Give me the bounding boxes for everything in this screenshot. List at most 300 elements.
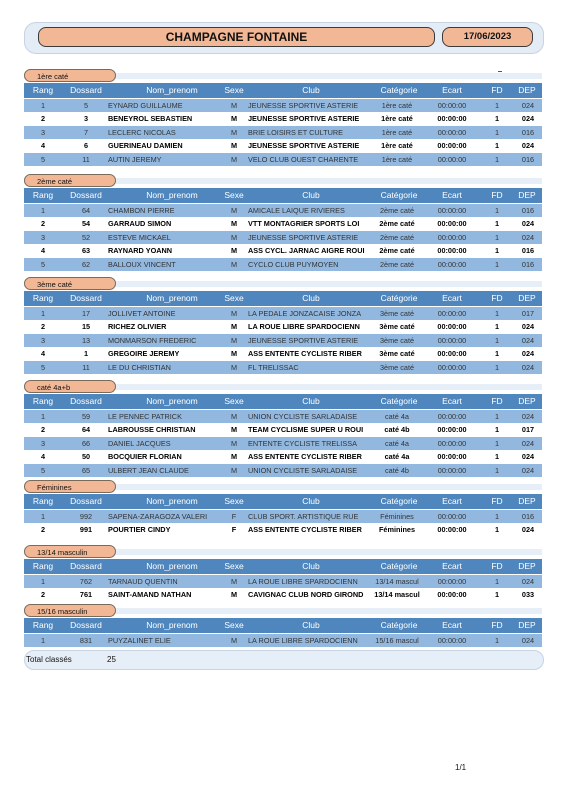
cell-nom: BALLOUX VINCENT bbox=[108, 259, 176, 269]
column-header-fd: FD bbox=[491, 85, 503, 95]
cell-rang: 5 bbox=[40, 362, 46, 372]
cell-categorie: 1ère caté bbox=[381, 141, 413, 151]
cell-ecart: 00:00:00 bbox=[437, 452, 467, 462]
column-header-club: Club bbox=[302, 293, 320, 303]
table-row bbox=[24, 153, 542, 166]
table-row bbox=[24, 510, 542, 523]
cell-fd: 1 bbox=[494, 141, 500, 151]
cell-dep: 024 bbox=[521, 100, 535, 110]
cell-sexe: M bbox=[230, 114, 238, 124]
table-row bbox=[24, 139, 542, 152]
cell-rang: 1 bbox=[40, 511, 46, 521]
cell-nom: ULBERT JEAN CLAUDE bbox=[108, 465, 189, 475]
cell-sexe: M bbox=[230, 205, 238, 215]
cell-dossard: 11 bbox=[82, 362, 90, 372]
column-header-club: Club bbox=[302, 396, 320, 406]
table-header bbox=[24, 394, 542, 409]
column-header-ecart: Ecart bbox=[442, 293, 462, 303]
cell-dossard: 59 bbox=[81, 411, 91, 421]
cell-nom: GUERINEAU DAMIEN bbox=[108, 141, 183, 151]
cell-fd: 1 bbox=[494, 635, 500, 645]
column-header-fd: FD bbox=[491, 293, 503, 303]
cell-fd: 1 bbox=[494, 205, 500, 215]
cell-dep: 017 bbox=[521, 308, 535, 318]
cell-ecart: 00:00:00 bbox=[437, 590, 467, 600]
cell-rang: 2 bbox=[40, 590, 46, 600]
table-row bbox=[24, 588, 542, 601]
cell-sexe: M bbox=[230, 259, 238, 269]
cell-nom: LE PENNEC PATRICK bbox=[108, 411, 182, 421]
column-header-nom: Nom_prenom bbox=[146, 293, 198, 303]
cell-rang: 2 bbox=[40, 425, 46, 435]
cell-club: JEUNESSE SPORTIVE ASTERIE bbox=[248, 141, 360, 151]
cell-dossard: 52 bbox=[81, 232, 91, 242]
cell-sexe: M bbox=[230, 246, 238, 256]
cell-categorie: 3ème caté bbox=[379, 349, 415, 359]
column-header-dossard: Dossard bbox=[70, 396, 102, 406]
column-header-sexe: Sexe bbox=[224, 85, 244, 95]
cell-rang: 3 bbox=[40, 438, 46, 448]
cell-dep: 024 bbox=[521, 335, 535, 345]
column-header-categorie: Catégorie bbox=[380, 190, 418, 200]
cell-ecart: 00:00:00 bbox=[437, 259, 467, 269]
cell-sexe: M bbox=[230, 411, 238, 421]
cell-club: VELO CLUB OUEST CHARENTE bbox=[248, 154, 359, 164]
cell-sexe: M bbox=[230, 335, 238, 345]
cell-sexe: M bbox=[230, 635, 238, 645]
table-row bbox=[24, 361, 542, 374]
cell-club: LA ROUE LIBRE SPARDOCIENN bbox=[248, 322, 360, 332]
category-label: 15/16 masculin bbox=[24, 604, 116, 617]
cell-sexe: M bbox=[230, 452, 238, 462]
column-header-categorie: Catégorie bbox=[380, 85, 418, 95]
column-header-rang: Rang bbox=[32, 561, 54, 571]
column-header-ecart: Ecart bbox=[442, 190, 462, 200]
cell-club: ASS ENTENTE CYCLISTE RIBER bbox=[248, 452, 362, 462]
table-header bbox=[24, 559, 542, 574]
cell-ecart: 00:00:00 bbox=[437, 349, 467, 359]
cell-sexe: M bbox=[230, 425, 238, 435]
column-header-dossard: Dossard bbox=[70, 190, 102, 200]
cell-dossard: 7 bbox=[83, 127, 89, 137]
cell-dep: 024 bbox=[521, 576, 535, 586]
column-header-dep: DEP bbox=[518, 190, 536, 200]
table-header bbox=[24, 188, 542, 203]
cell-sexe: M bbox=[230, 127, 238, 137]
cell-categorie: 15/16 mascul bbox=[375, 635, 419, 645]
column-header-categorie: Catégorie bbox=[380, 620, 418, 630]
cell-dossard: 13 bbox=[81, 335, 91, 345]
cell-nom: DANIEL JACQUES bbox=[108, 438, 171, 448]
cell-categorie: 2ème caté bbox=[379, 219, 415, 229]
cell-sexe: M bbox=[230, 362, 238, 372]
column-header-categorie: Catégorie bbox=[380, 396, 418, 406]
cell-ecart: 00:00:00 bbox=[437, 576, 467, 586]
cell-sexe: F bbox=[231, 511, 237, 521]
cell-categorie: caté 4a bbox=[385, 411, 409, 421]
cell-nom: JOLLIVET ANTOINE bbox=[108, 308, 176, 318]
cell-ecart: 00:00:00 bbox=[437, 511, 467, 521]
cell-categorie: Féminines bbox=[378, 525, 416, 535]
cell-dep: 024 bbox=[521, 349, 535, 359]
cell-nom: SAINT-AMAND NATHAN bbox=[108, 590, 192, 600]
cell-ecart: 00:00:00 bbox=[437, 438, 467, 448]
cell-categorie: 2ème caté bbox=[379, 205, 415, 215]
cell-rang: 4 bbox=[40, 246, 46, 256]
cell-ecart: 00:00:00 bbox=[437, 127, 467, 137]
race-date: 17/06/2023 bbox=[442, 27, 533, 47]
cell-ecart: 00:00:00 bbox=[437, 114, 467, 124]
cell-club: ENTENTE CYCLISTE TRELISSA bbox=[248, 438, 357, 448]
cell-fd: 1 bbox=[494, 362, 500, 372]
category-label: 13/14 masculin bbox=[24, 545, 116, 558]
cell-ecart: 00:00:00 bbox=[437, 246, 467, 256]
cell-club: FL TRELISSAC bbox=[248, 362, 299, 372]
cell-ecart: 00:00:00 bbox=[437, 232, 467, 242]
cell-ecart: 00:00:00 bbox=[437, 154, 467, 164]
cell-rang: 1 bbox=[40, 576, 46, 586]
cell-dep: 016 bbox=[521, 246, 535, 256]
cell-rang: 1 bbox=[40, 308, 46, 318]
cell-dossard: 64 bbox=[81, 205, 91, 215]
cell-dep: 016 bbox=[521, 154, 535, 164]
cell-dep: 024 bbox=[521, 452, 535, 462]
column-header-categorie: Catégorie bbox=[380, 496, 418, 506]
cell-dep: 016 bbox=[521, 127, 535, 137]
cell-rang: 1 bbox=[40, 411, 46, 421]
column-header-nom: Nom_prenom bbox=[146, 396, 198, 406]
cell-dossard: 15 bbox=[81, 322, 91, 332]
cell-club: JEUNESSE SPORTIVE ASTERIE bbox=[248, 232, 359, 242]
column-header-sexe: Sexe bbox=[224, 293, 244, 303]
column-header-dep: DEP bbox=[518, 85, 536, 95]
cell-fd: 1 bbox=[494, 411, 500, 421]
cell-rang: 5 bbox=[40, 154, 46, 164]
cell-nom: LECLERC NICOLAS bbox=[108, 127, 176, 137]
cell-ecart: 00:00:00 bbox=[437, 411, 467, 421]
cell-club: LA ROUE LIBRE SPARDOCIENN bbox=[248, 576, 358, 586]
cell-rang: 2 bbox=[40, 219, 46, 229]
column-header-club: Club bbox=[302, 496, 320, 506]
cell-fd: 1 bbox=[494, 576, 500, 586]
cell-nom: CHAMBON PIERRE bbox=[108, 205, 175, 215]
cell-sexe: M bbox=[230, 465, 238, 475]
cell-dossard: 762 bbox=[79, 576, 93, 586]
table-row bbox=[24, 320, 542, 333]
cell-sexe: M bbox=[230, 349, 238, 359]
cell-fd: 1 bbox=[494, 219, 500, 229]
cell-rang: 2 bbox=[40, 525, 46, 535]
cell-ecart: 00:00:00 bbox=[437, 141, 467, 151]
column-header-dep: DEP bbox=[518, 561, 536, 571]
column-header-ecart: Ecart bbox=[442, 620, 462, 630]
cell-categorie: caté 4a bbox=[384, 452, 410, 462]
cell-club: ASS ENTENTE CYCLISTE RIBER bbox=[248, 525, 362, 535]
cell-dossard: 831 bbox=[79, 635, 93, 645]
column-header-club: Club bbox=[302, 190, 320, 200]
cell-dossard: 62 bbox=[81, 259, 91, 269]
cell-dossard: 1 bbox=[83, 349, 89, 359]
column-header-ecart: Ecart bbox=[442, 561, 462, 571]
cell-rang: 3 bbox=[40, 127, 46, 137]
cell-nom: RAYNARD YOANN bbox=[108, 246, 173, 256]
cell-dep: 016 bbox=[521, 511, 535, 521]
scan-mark bbox=[498, 71, 502, 72]
cell-nom: LABROUSSE CHRISTIAN bbox=[108, 425, 196, 435]
column-header-sexe: Sexe bbox=[224, 620, 244, 630]
cell-categorie: Féminines bbox=[380, 511, 414, 521]
cell-dep: 024 bbox=[521, 635, 535, 645]
cell-categorie: 3ème caté bbox=[379, 362, 415, 372]
column-header-club: Club bbox=[302, 561, 320, 571]
cell-categorie: 13/14 mascul bbox=[374, 590, 420, 600]
cell-nom: ESTEVE MICKAEL bbox=[108, 232, 171, 242]
cell-nom: MONMARSON FREDERIC bbox=[108, 335, 197, 345]
cell-rang: 4 bbox=[40, 349, 46, 359]
column-header-nom: Nom_prenom bbox=[146, 561, 198, 571]
cell-dossard: 54 bbox=[81, 219, 91, 229]
cell-dossard: 63 bbox=[81, 246, 91, 256]
cell-dep: 016 bbox=[521, 205, 535, 215]
column-header-rang: Rang bbox=[32, 190, 54, 200]
cell-club: UNION CYCLISTE SARLADAISE bbox=[248, 465, 358, 475]
cell-rang: 3 bbox=[40, 232, 46, 242]
cell-categorie: 13/14 mascul bbox=[375, 576, 419, 586]
column-header-dossard: Dossard bbox=[70, 85, 102, 95]
table-row bbox=[24, 437, 542, 450]
column-header-fd: FD bbox=[491, 620, 503, 630]
cell-dep: 033 bbox=[521, 590, 535, 600]
cell-categorie: caté 4a bbox=[385, 438, 409, 448]
table-row bbox=[24, 334, 542, 347]
cell-ecart: 00:00:00 bbox=[437, 335, 467, 345]
cell-ecart: 00:00:00 bbox=[437, 322, 467, 332]
cell-ecart: 00:00:00 bbox=[437, 308, 467, 318]
cell-fd: 1 bbox=[494, 425, 500, 435]
cell-club: VTT MONTAGRIER SPORTS LOI bbox=[248, 219, 360, 229]
cell-rang: 5 bbox=[40, 259, 46, 269]
table-row bbox=[24, 423, 542, 436]
table-row bbox=[24, 523, 542, 536]
category-label: 3ème caté bbox=[24, 277, 116, 290]
cell-rang: 2 bbox=[40, 322, 46, 332]
cell-rang: 5 bbox=[40, 465, 46, 475]
cell-dep: 024 bbox=[521, 438, 535, 448]
column-header-sexe: Sexe bbox=[224, 396, 244, 406]
cell-sexe: F bbox=[231, 525, 237, 535]
cell-dep: 024 bbox=[521, 232, 535, 242]
column-header-ecart: Ecart bbox=[442, 496, 462, 506]
cell-fd: 1 bbox=[494, 154, 500, 164]
column-header-fd: FD bbox=[491, 496, 503, 506]
cell-dep: 024 bbox=[521, 465, 535, 475]
page-title: CHAMPAGNE FONTAINE bbox=[38, 27, 435, 47]
cell-nom: GARRAUD SIMON bbox=[108, 219, 172, 229]
cell-fd: 1 bbox=[494, 349, 500, 359]
cell-fd: 1 bbox=[494, 438, 500, 448]
cell-sexe: M bbox=[230, 154, 238, 164]
cell-fd: 1 bbox=[494, 308, 500, 318]
cell-ecart: 00:00:00 bbox=[437, 425, 467, 435]
column-header-dossard: Dossard bbox=[70, 293, 102, 303]
cell-ecart: 00:00:00 bbox=[437, 219, 467, 229]
cell-nom: SAPENA-ZARAGOZA VALERI bbox=[108, 511, 208, 521]
table-header bbox=[24, 618, 542, 633]
table-row bbox=[24, 575, 542, 588]
cell-ecart: 00:00:00 bbox=[437, 525, 467, 535]
cell-fd: 1 bbox=[494, 511, 500, 521]
cell-sexe: M bbox=[230, 141, 238, 151]
cell-dossard: 17 bbox=[81, 308, 91, 318]
cell-rang: 4 bbox=[40, 141, 46, 151]
cell-sexe: M bbox=[230, 590, 238, 600]
category-label: 1ère caté bbox=[24, 69, 116, 82]
cell-dep: 016 bbox=[521, 259, 535, 269]
cell-club: CAVIGNAC CLUB NORD GIROND bbox=[248, 590, 364, 600]
column-header-fd: FD bbox=[491, 396, 503, 406]
table-row bbox=[24, 450, 542, 463]
cell-dep: 024 bbox=[521, 219, 535, 229]
cell-fd: 1 bbox=[494, 452, 500, 462]
cell-categorie: 3ème caté bbox=[379, 308, 415, 318]
column-header-dep: DEP bbox=[518, 293, 536, 303]
column-header-club: Club bbox=[302, 85, 320, 95]
cell-fd: 1 bbox=[494, 127, 500, 137]
cell-nom: LE DU CHRISTIAN bbox=[108, 362, 171, 372]
cell-dossard: 992 bbox=[79, 511, 93, 521]
cell-club: JEUNESSE SPORTIVE ASTERIE bbox=[248, 100, 359, 110]
cell-dep: 024 bbox=[521, 411, 535, 421]
cell-categorie: 2ème caté bbox=[379, 259, 415, 269]
cell-club: BRIE LOISIRS ET CULTURE bbox=[248, 127, 344, 137]
cell-fd: 1 bbox=[494, 525, 500, 535]
cell-dossard: 761 bbox=[79, 590, 93, 600]
table-row bbox=[24, 634, 542, 647]
table-row bbox=[24, 217, 542, 230]
cell-sexe: M bbox=[230, 219, 238, 229]
table-row bbox=[24, 244, 542, 257]
cell-dossard: 65 bbox=[81, 465, 91, 475]
cell-dep: 024 bbox=[521, 362, 535, 372]
cell-club: JEUNESSE SPORTIVE ASTERIE bbox=[248, 114, 360, 124]
cell-nom: BOCQUIER FLORIAN bbox=[108, 452, 182, 462]
cell-categorie: 2ème caté bbox=[379, 232, 415, 242]
cell-dossard: 991 bbox=[79, 525, 93, 535]
cell-ecart: 00:00:00 bbox=[437, 635, 467, 645]
cell-dossard: 3 bbox=[83, 114, 89, 124]
total-box bbox=[24, 650, 544, 670]
cell-ecart: 00:00:00 bbox=[437, 362, 467, 372]
cell-nom: EYNARD GUILLAUME bbox=[108, 100, 183, 110]
column-header-fd: FD bbox=[491, 190, 503, 200]
cell-categorie: 1ère caté bbox=[381, 114, 413, 124]
cell-club: CYCLO CLUB PUYMOYEN bbox=[248, 259, 339, 269]
total-label: Total classés bbox=[26, 655, 72, 664]
page-number: 1/1 bbox=[455, 763, 467, 772]
cell-rang: 1 bbox=[40, 205, 46, 215]
cell-ecart: 00:00:00 bbox=[437, 205, 467, 215]
cell-dep: 024 bbox=[521, 525, 535, 535]
column-header-rang: Rang bbox=[32, 496, 54, 506]
cell-ecart: 00:00:00 bbox=[437, 465, 467, 475]
cell-club: ASS ENTENTE CYCLISTE RIBER bbox=[248, 349, 362, 359]
cell-categorie: 1ère caté bbox=[381, 127, 413, 137]
table-header bbox=[24, 291, 542, 306]
table-row bbox=[24, 112, 542, 125]
cell-rang: 4 bbox=[40, 452, 46, 462]
cell-dossard: 66 bbox=[81, 438, 91, 448]
cell-nom: RICHEZ OLIVIER bbox=[108, 322, 167, 332]
cell-dep: 024 bbox=[521, 141, 535, 151]
cell-dossard: 6 bbox=[83, 141, 89, 151]
cell-categorie: 2ème caté bbox=[379, 246, 415, 256]
column-header-dep: DEP bbox=[518, 496, 536, 506]
cell-dossard: 64 bbox=[81, 425, 91, 435]
cell-sexe: M bbox=[230, 576, 238, 586]
table-row bbox=[24, 231, 542, 244]
cell-fd: 1 bbox=[494, 232, 500, 242]
cell-categorie: 3ème caté bbox=[379, 322, 415, 332]
column-header-rang: Rang bbox=[32, 293, 54, 303]
cell-fd: 1 bbox=[494, 114, 500, 124]
cell-categorie: 3ème caté bbox=[379, 335, 415, 345]
cell-rang: 2 bbox=[40, 114, 46, 124]
category-label: caté 4a+b bbox=[24, 380, 116, 393]
column-header-nom: Nom_prenom bbox=[146, 85, 198, 95]
cell-sexe: M bbox=[230, 322, 238, 332]
cell-categorie: caté 4b bbox=[384, 425, 410, 435]
column-header-categorie: Catégorie bbox=[380, 561, 418, 571]
cell-club: ASS CYCL. JARNAC AIGRE ROUI bbox=[248, 246, 365, 256]
cell-fd: 1 bbox=[494, 335, 500, 345]
cell-club: JEUNESSE SPORTIVE ASTERIE bbox=[248, 335, 359, 345]
column-header-dep: DEP bbox=[518, 620, 536, 630]
table-header bbox=[24, 494, 542, 509]
cell-rang: 1 bbox=[40, 100, 46, 110]
cell-sexe: M bbox=[230, 232, 238, 242]
cell-club: AMICALE LAIQUE RIVIERES bbox=[248, 205, 345, 215]
cell-sexe: M bbox=[230, 308, 238, 318]
cell-rang: 1 bbox=[40, 635, 46, 645]
table-row bbox=[24, 347, 542, 360]
cell-nom: BENEYROL SEBASTIEN bbox=[108, 114, 193, 124]
column-header-rang: Rang bbox=[32, 85, 54, 95]
column-header-rang: Rang bbox=[32, 396, 54, 406]
column-header-nom: Nom_prenom bbox=[146, 620, 198, 630]
cell-club: TEAM CYCLISME SUPER U ROUI bbox=[248, 425, 364, 435]
cell-nom: PUYZALINET ELIE bbox=[108, 635, 171, 645]
cell-fd: 1 bbox=[494, 100, 500, 110]
cell-fd: 1 bbox=[494, 322, 500, 332]
cell-dossard: 50 bbox=[81, 452, 91, 462]
category-label: Féminines bbox=[24, 480, 116, 493]
cell-fd: 1 bbox=[494, 259, 500, 269]
table-row bbox=[24, 464, 542, 477]
column-header-sexe: Sexe bbox=[224, 561, 244, 571]
cell-fd: 1 bbox=[494, 465, 500, 475]
cell-club: UNION CYCLISTE SARLADAISE bbox=[248, 411, 358, 421]
cell-nom: POURTIER CINDY bbox=[108, 525, 171, 535]
column-header-dep: DEP bbox=[518, 396, 536, 406]
cell-dossard: 5 bbox=[83, 100, 89, 110]
column-header-sexe: Sexe bbox=[224, 496, 244, 506]
category-label: 2ème caté bbox=[24, 174, 116, 187]
column-header-club: Club bbox=[302, 620, 320, 630]
cell-nom: AUTIN JEREMY bbox=[108, 154, 162, 164]
column-header-dossard: Dossard bbox=[70, 620, 102, 630]
column-header-nom: Nom_prenom bbox=[146, 190, 198, 200]
table-row bbox=[24, 204, 542, 217]
